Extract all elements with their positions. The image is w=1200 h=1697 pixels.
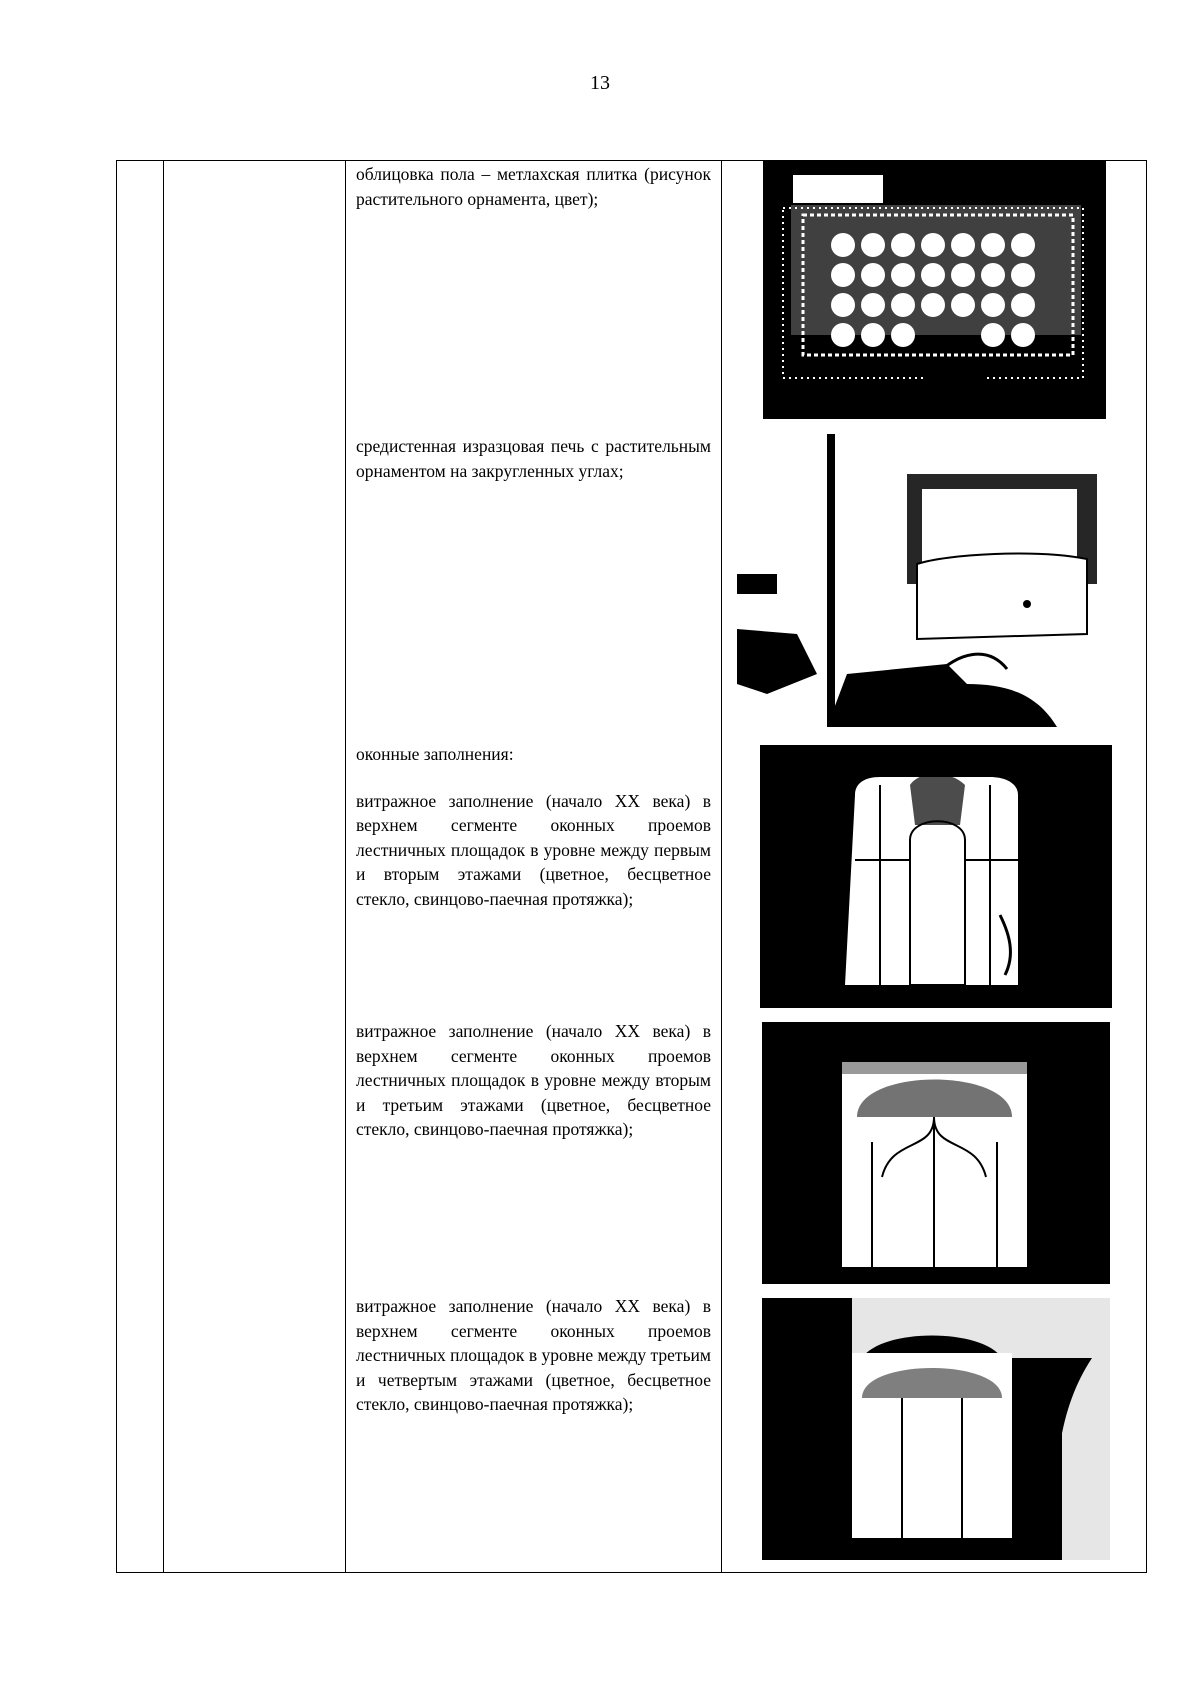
windows-heading: оконные заполнения: bbox=[356, 744, 514, 764]
page-number: 13 bbox=[590, 72, 610, 94]
stained-glass-photo-1 bbox=[760, 745, 1112, 1008]
window-2-description: витражное заполнение (начало XX века) в верхнем сегменте оконных проемов лестничных площадок в уровне между вторым и третьим этажами (цветное, бесцветное стекло, свинцово-паечная протяжка); bbox=[356, 1021, 711, 1139]
row-stove-text bbox=[356, 434, 711, 483]
stained-glass-photo-3 bbox=[762, 1298, 1110, 1560]
row-window-2-text bbox=[356, 1019, 711, 1142]
row-floor-text bbox=[356, 162, 711, 211]
window-1-description: витражное заполнение (начало XX века) в верхнем сегменте оконных проемов лестничных площадок в уровне между первым и вторым этажами (цветное, бесцветное стекло, свинцово-паечная протяжка); bbox=[356, 790, 711, 909]
stained-glass-photo-2 bbox=[762, 1022, 1110, 1284]
column-divider bbox=[163, 161, 164, 1572]
row-window-3-text bbox=[356, 1294, 711, 1417]
row-windows-text bbox=[356, 742, 711, 911]
stove-photo bbox=[737, 434, 1130, 727]
floor-description: облицовка пола – метлахская плитка (рисунок растительного орнамента, цвет); bbox=[356, 164, 711, 209]
column-divider bbox=[721, 161, 722, 1572]
column-divider bbox=[345, 161, 346, 1572]
stove-description: средистенная изразцовая печь с растительным орнаментом на закругленных углах; bbox=[356, 436, 711, 481]
window-3-description: витражное заполнение (начало XX века) в верхнем сегменте оконных проемов лестничных площадок в уровне между третьим и четвертым этажами (цветное, бесцветное стекло, свинцово-паечная протяжка); bbox=[356, 1296, 711, 1414]
floor-tile-photo bbox=[763, 160, 1106, 419]
